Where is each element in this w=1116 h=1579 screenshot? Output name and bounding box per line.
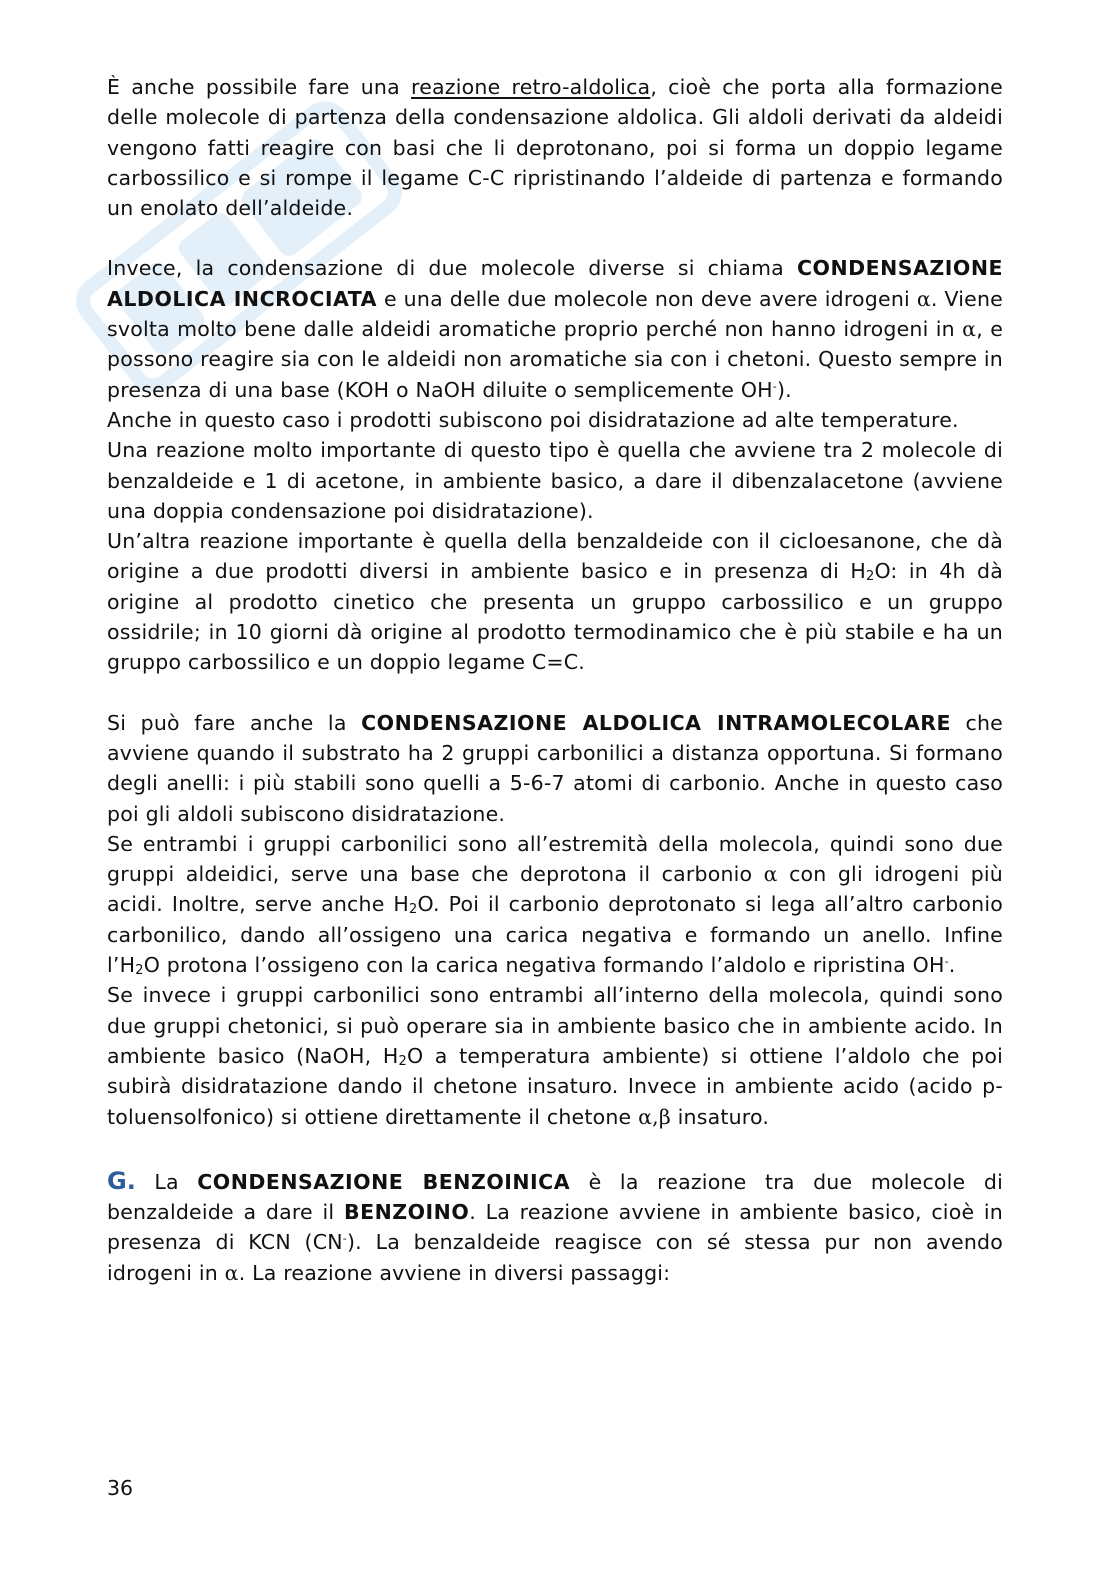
paragraph-intramolecular: Si può fare anche la CONDENSAZIONE ALDOLICA INTRAMOLECOLARE che avviene quando il substrato ha 2 gruppi carbonilici a distanza opportuna. Si formano degli anelli: i più stabili sono quelli a 5-6-7 atomi di carbonio. Anche in questo caso poi gli aldoli subiscono disidratazione. <box>107 710 1003 826</box>
paragraph-dibenzalacetone: Una reazione molto importante di questo tipo è quella che avviene tra 2 molecole di benzaldeide e 1 di acetone, in ambiente basico, a dare il dibenzalacetone (avviene una doppia condensazione poi disidratazione). <box>107 438 1003 523</box>
paragraph-ketone-groups: Se invece i gruppi carbonilici sono entrambi all’interno della molecola, quindi sono due gruppi chetonici, si può operare sia in ambiente basico che in ambiente acido. In ambiente basico (NaOH, $H_2O$ a temperatura ambiente) si ottiene l’aldolo che poi subirà disidratazione dando il chetone insaturo. Invece in ambiente acido (acido p-toluensolfonico) si ottiene direttamente il chetone α,β insaturo. <box>107 983 1003 1129</box>
document-page <box>107 72 1003 1288</box>
paragraph-benzoin: G. La CONDENSAZIONE BENZOINICA è la reazione tra due molecole di benzaldeide a dare il BENZOINO. La reazione avviene in ambiente basico, cioè in presenza di KCN (CN-). La benzaldeide reagisce con sé stessa pur non avendo idrogeni in α. La reazione avviene in diversi passaggi: <box>107 1166 1004 1285</box>
paragraph-retro-aldol: È anche possibile fare una reazione retro-aldolica, cioè che porta alla formazione delle molecole di partenza della condensazione aldolica. Gli aldoli derivati da aldeidi vengono fatti reagire con basi che li deprotonano, poi si forma un doppio legame carbossilico e si rompe il legame C-C ripristinando l’aldeide di partenza e formando un enolato dell’aldeide. <box>107 75 1003 221</box>
paragraph-aldehyde-groups: Se entrambi i gruppi carbonilici sono all’estremità della molecola, quindi sono due gruppi aldeidici, serve una base che deprotona il carbonio α con gli idrogeni più acidi. Inoltre, serve anche $H_2O$. Poi il carbonio deprotonato si lega all’altro carbonio carbonilico, dando all’ossigeno una carica negativa e formando un anello. Infine $l’H_2O$ protona l’ossigeno con la carica negativa formando l’aldolo e ripristina OH-. <box>107 831 1003 979</box>
term-benzoin: BENZOINO <box>343 1200 470 1225</box>
section-letter: G. <box>107 1166 136 1195</box>
paragraph-dehydration: Anche in questo caso i prodotti subiscono poi disidratazione ad alte temperature. <box>107 407 959 432</box>
term-crossed-aldol: CONDENSAZIONE ALDOLICA INCROCIATA <box>107 256 1003 311</box>
term-benzoin-condensation: CONDENSAZIONE BENZOINICA <box>197 1169 571 1194</box>
paragraph-crossed-aldol: Invece, la condensazione di due molecole diverse si chiama CONDENSAZIONE ALDOLICA INCROCIATA e una delle due molecole non deve avere idrogeni α. Viene svolta molto bene dalle aldeidi aromatiche proprio perché non hanno idrogeni in α, e possono reagire sia con le aldeidi non aromatiche sia con i chetoni. Questo sempre in presenza di una base (KOH o NaOH diluite o semplicemente OH-). <box>107 256 1004 402</box>
paragraph-cyclohexanone: Un’altra reazione importante è quella della benzaldeide con il cicloesanone, che dà origine a due prodotti diversi in ambiente basico e in presenza di $H_2O$: in 4h dà origine al prodotto cinetico che presenta un gruppo carbossilico e un gruppo ossidrile; in 10 giorni dà origine al prodotto termodinamico che è più stabile e ha un gruppo carbossilico e un doppio legame C=C. <box>107 529 1003 675</box>
retro-aldol-link[interactable]: reazione retro-aldolica <box>411 75 651 99</box>
term-intramolecular: CONDENSAZIONE ALDOLICA INTRAMOLECOLARE <box>361 710 951 735</box>
page-number: 36 <box>107 1476 134 1500</box>
